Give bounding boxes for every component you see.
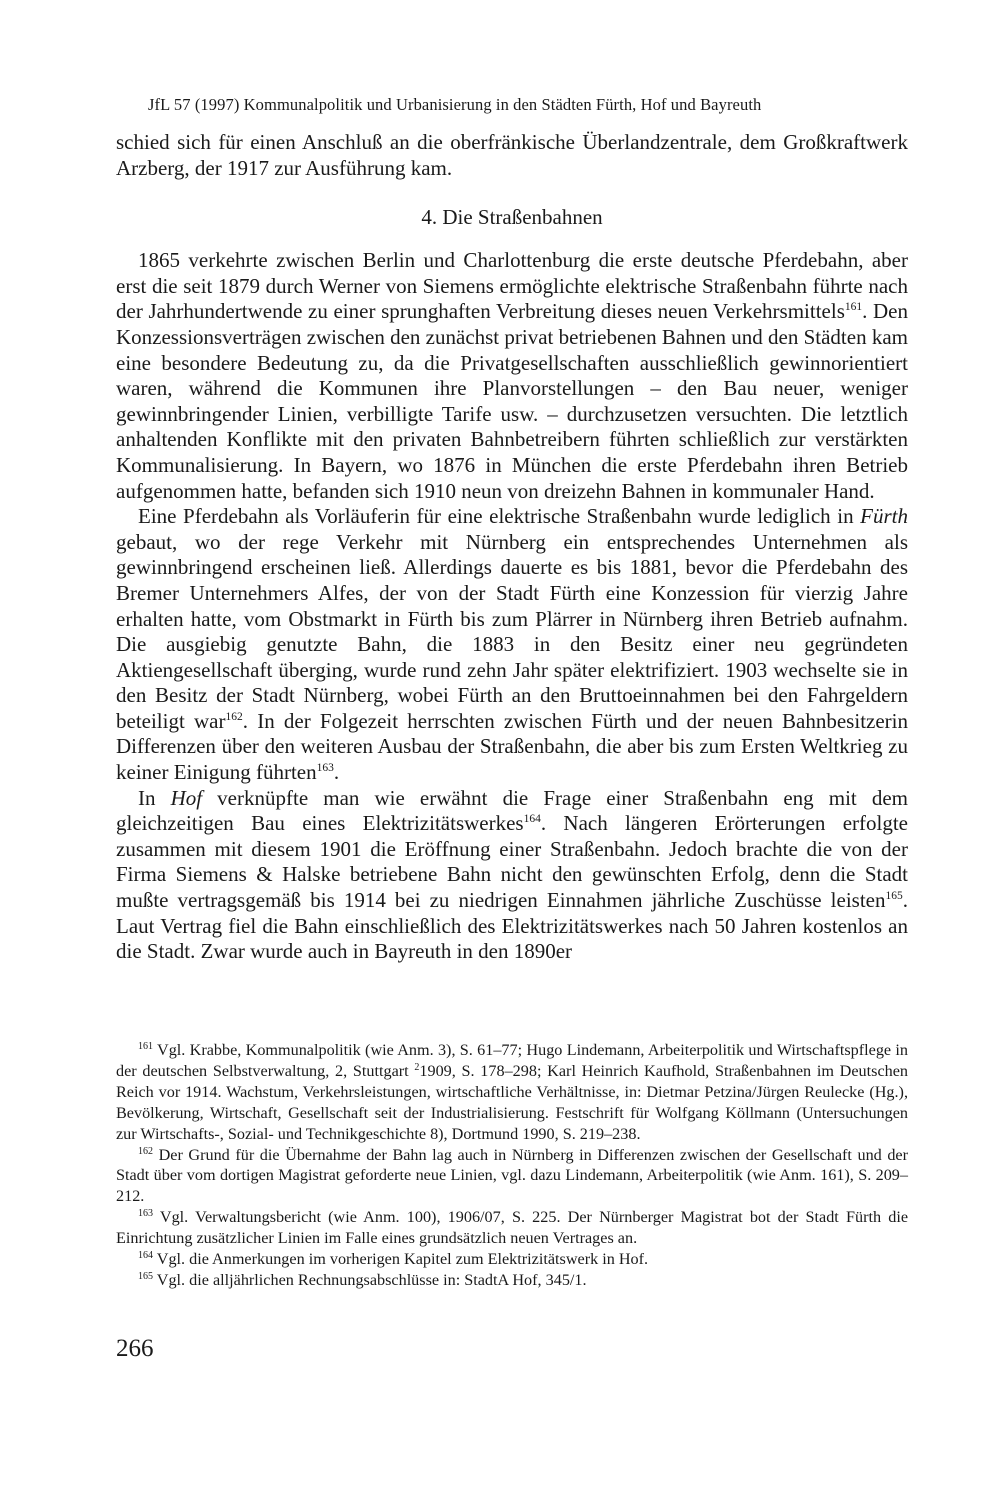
paragraph-text: schied sich für einen Anschluß an die oberfränkische Überlandzentrale, dem Großkraftwerk Arzberg, der 1917 zur Ausführung kam.	[116, 130, 908, 180]
footnote-161	[116, 1040, 908, 1145]
footnote-text: 1909, S. 178–298; Karl Heinrich Kaufhold, Straßenbahnen im Deutschen Reich vor 1914. Wachstum, Verkehrsleistungen, wirtschaftliche Verhältnisse, in: Dietmar Petzina/Jürgen Reulecke (Hg.), Bevölkerung, Wirtschaft, Gesellschaft seit der Industrialisierung. Festschrift für Wolfgang Köllmann (Untersuchungen zur Wirtschafts-, Sozial- und Technikgeschichte 8), Dortmund 1990, S. 219–238.	[116, 1061, 909, 1143]
paragraph-text: verknüpfte man wie erwähnt die Frage einer Straßenbahn eng mit dem gleichzeitigen Bau eines Elektrizitätswerkes	[116, 785, 908, 836]
paragraph-text: . In der Folgezeit herrschten zwischen Fürth und der neuen Bahnbesitzerin Differenzen über den weiteren Ausbau der Straßenbahn, die aber bis zum Ersten Weltkrieg zu keiner Einigung führten	[116, 708, 908, 785]
footnote-number: 164	[138, 1250, 153, 1262]
footnote-ref[interactable]: 164	[523, 813, 541, 826]
footnote-text: Vgl. Verwaltungsbericht (wie Anm. 100), 1906/07, S. 225. Der Nürnberger Magistrat bot der Stadt Fürth die Einrichtung zusätzlicher Linien im Falle eines grundsätzlich neuen Vertrages an.	[116, 1208, 908, 1248]
footnote-text: Vgl. die Anmerkungen im vorherigen Kapitel zum Elektrizitätswerk in Hof.	[153, 1250, 649, 1269]
footnote-164	[116, 1249, 908, 1270]
edition-superscript: 2	[414, 1061, 420, 1073]
paragraph-text: In	[138, 785, 171, 810]
footnote-ref[interactable]: 162	[225, 710, 243, 723]
city-name-italic: Fürth	[860, 504, 908, 529]
footnote-ref[interactable]: 161	[844, 301, 863, 314]
paragraph-1	[116, 248, 908, 504]
footnote-ref[interactable]: 163	[316, 762, 334, 775]
footnote-text: Der Grund für die Übernahme der Bahn lag auch in Nürnberg in Differenzen zwischen der Gesellschaft und der Stadt über vom dortigen Magistrat geforderte neue Linien, vgl. dazu Lindemann, Arbeiterpolitik (wie Anm. 161), S. 209–212.	[116, 1145, 908, 1206]
footnote-text: Vgl. die alljährlichen Rechnungsabschlüsse in: StadtA Hof, 345/1.	[153, 1270, 587, 1289]
running-head: JfL 57 (1997) Kommunalpolitik und Urbanisierung in den Städten Fürth, Hof und Bayreuth	[148, 95, 762, 114]
footnote-163	[116, 1207, 908, 1249]
footnote-number: 161	[138, 1041, 153, 1052]
paragraph-text: Eine Pferdebahn als Vorläuferin für eine elektrische Straßenbahn wurde lediglich in	[138, 504, 861, 529]
paragraph-text: 1865 verkehrte zwischen Berlin und Charlottenburg die erste deutsche Pferdebahn, aber erst die seit 1879 durch Werner von Siemens ermöglichte elektrische Straßenbahn führte nach der Jahrhundertwende zu einer sprunghaften Verbreitung dieses neuen Verkehrsmittels	[116, 248, 908, 324]
footnote-number: 165	[138, 1270, 153, 1282]
footnote-number: 163	[138, 1208, 153, 1220]
page-number: 266	[116, 1335, 154, 1362]
footnote-number: 162	[138, 1145, 153, 1157]
footnote-165	[116, 1270, 908, 1291]
paragraph-text: . Nach längeren Erörterungen erfolgte zusammen mit diesem 1901 die Eröffnung einer Straßenbahn. Jedoch brachte die von der Firma Siemens & Halske betriebene Bahn nicht den gewünschten Erfolg, denn die Stadt mußte vertragsgemäß bis 1914 bei zu niedrigen Einnahmen jährliche Zuschüsse leisten	[116, 811, 909, 913]
footnotes	[116, 1040, 908, 1291]
city-name-italic: Hof	[170, 785, 203, 810]
paragraph-3	[116, 786, 908, 965]
paragraph-text: . Laut Vertrag fiel die Bahn einschließlich des Elektrizitätswerkes nach 50 Jahren kostenlos an die Stadt. Zwar wurde auch in Bayreuth in den 1890er	[116, 888, 908, 964]
footnote-162	[116, 1145, 908, 1208]
paragraph-text: gebaut, wo der rege Verkehr mit Nürnberg ein entsprechendes Unternehmen als gewinnbringend erscheinen ließ. Allerdings dauerte es bis 1881, bevor die Pferdebahn des Bremer Unternehmers Alfes, der von der Stadt Fürth eine Konzession für vierzig Jahre erhalten hatte, vom Obstmarkt in Fürth bis zum Plärrer in Nürnberg ihren Betrieb aufnahm. Die ausgiebig genutzte Bahn, die 1883 in den Besitz einer neu gegründeten Aktiengesellschaft überging, wurde rund zehn Jahr später elektrifiziert. 1903 wechselte sie in den Besitz der Stadt Nürnberg, wobei Fürth an den Bruttoeinnahmen bei den Fahrgeldern beteiligt war	[116, 529, 908, 733]
footnote-ref[interactable]: 165	[885, 890, 903, 903]
section-heading: 4. Die Straßenbahnen	[421, 205, 603, 230]
paragraph-text: . Den Konzessionsverträgen zwischen den zunächst privat betriebenen Bahnen und den Städten kam eine besondere Bedeutung zu, da die Privatgesellschaften ausschließlich gewinnorientiert waren, während die Kommunen ihre Planvorstellungen – den Bau neuer, weniger gewinnbringender Linien, verbilligte Tarife usw. – durchzusetzen versuchten. Die letztlich anhaltenden Konflikte mit den privaten Bahnbetreibern führten schließlich zur verstärkten Kommunalisierung. In Bayern, wo 1876 in München die erste Pferdebahn ihren Betrieb aufgenommen hatte, befanden sich 1910 neun von dreizehn Bahnen in kommunaler Hand.	[116, 299, 908, 503]
footnote-text: Vgl. Krabbe, Kommunalpolitik (wie Anm. 3), S. 61–77; Hugo Lindemann, Arbeiterpolitik und Wirtschaftspflege in der deutschen Selbstverwaltung, 2, Stuttgart	[116, 1041, 908, 1080]
paragraph-text: .	[333, 760, 340, 785]
paragraph-2	[116, 504, 908, 786]
main-text	[116, 130, 908, 965]
paragraph-continuation	[116, 130, 908, 181]
